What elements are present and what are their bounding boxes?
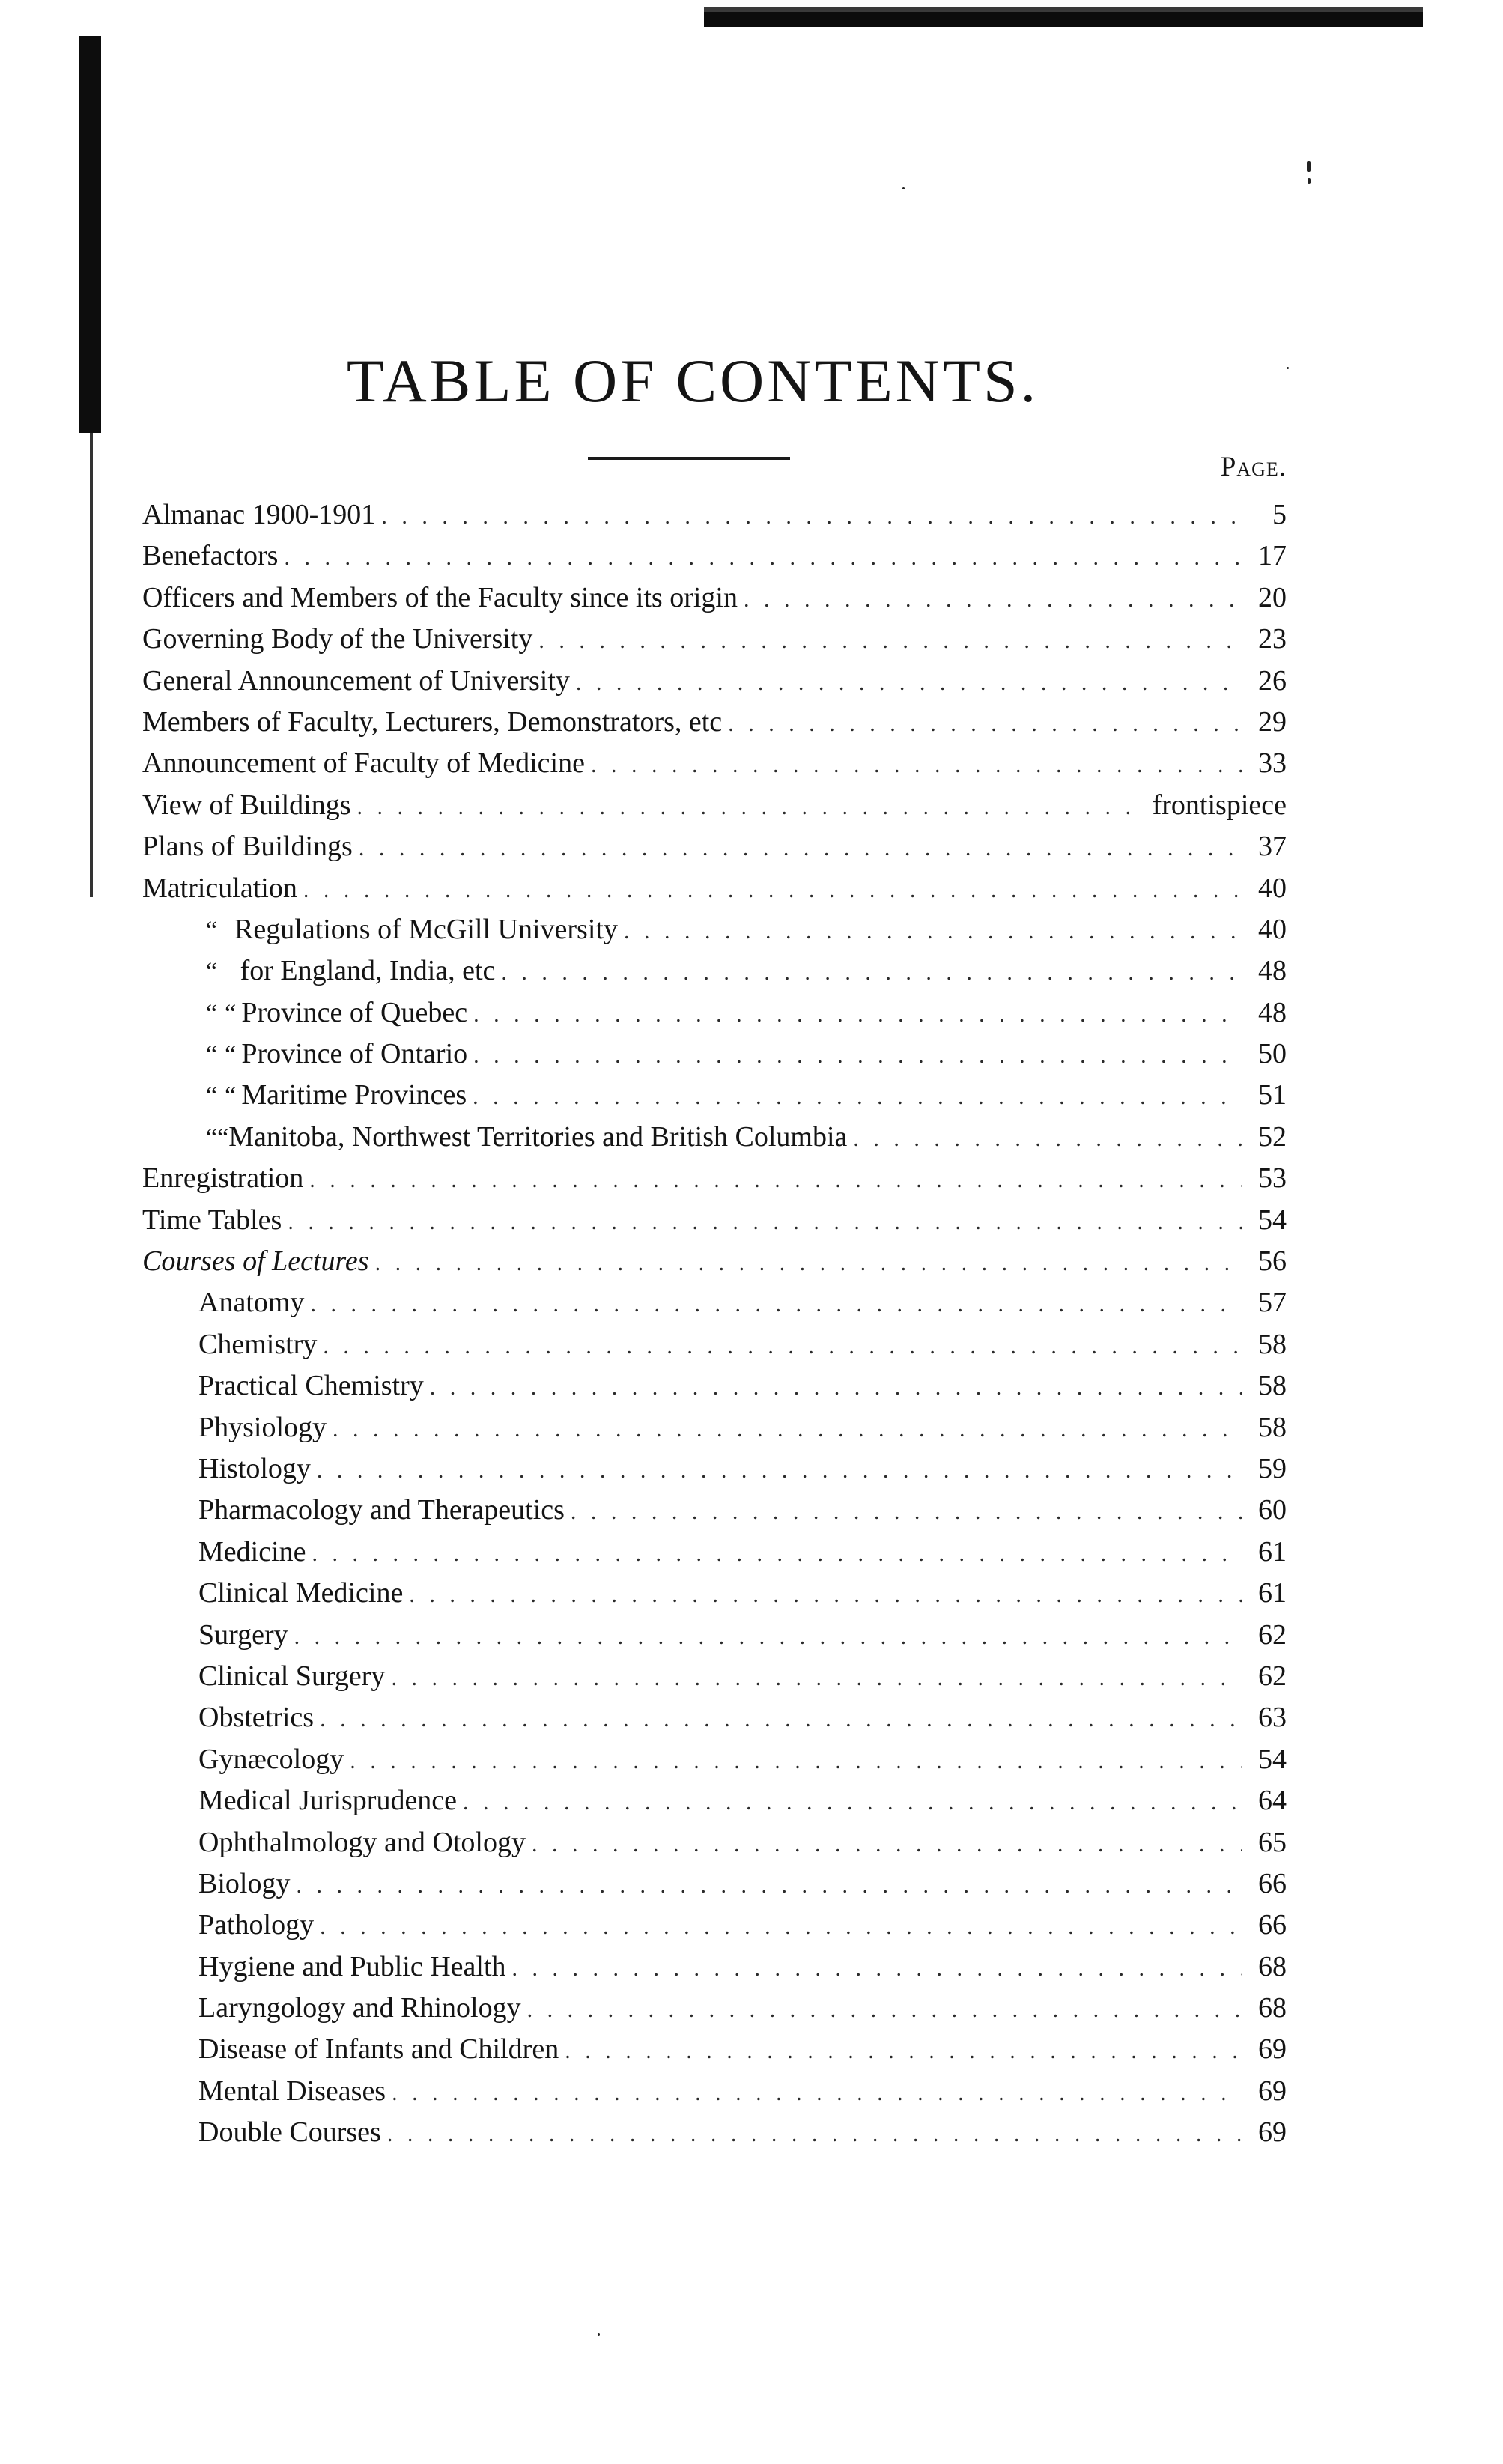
scan-border-left-thin xyxy=(90,433,93,897)
toc-entry-label: Almanac 1900-1901 xyxy=(142,499,376,530)
toc-entry xyxy=(142,1282,1287,1323)
scan-border-top xyxy=(704,7,1423,27)
toc-entry-page: 60 xyxy=(1258,1494,1287,1526)
dot-leader xyxy=(576,662,1242,703)
toc-entry-label: Biology xyxy=(198,1867,291,1899)
toc-entry xyxy=(142,1573,1287,1614)
toc-entry xyxy=(142,1158,1287,1199)
toc-entry-label: Plans of Buildings xyxy=(142,831,353,863)
toc-entry-page: 29 xyxy=(1258,705,1287,738)
toc-entry xyxy=(142,1200,1287,1241)
dot-leader xyxy=(853,1118,1242,1159)
dot-leader xyxy=(463,1782,1242,1823)
toc-entry-page: 65 xyxy=(1258,1826,1287,1858)
toc-entry-label: Obstetrics xyxy=(198,1702,315,1734)
toc-entry-label: Medical Jurisprudence xyxy=(198,1785,458,1817)
ditto-mark: “ xyxy=(206,1082,218,1111)
dot-leader xyxy=(565,2030,1242,2072)
toc-entry-label: Province of Quebec xyxy=(241,996,468,1028)
dot-leader xyxy=(473,1076,1242,1117)
page-column-heading: Page. xyxy=(1220,452,1287,482)
toc-entry-page: 26 xyxy=(1258,664,1287,697)
toc-entry xyxy=(142,577,1287,619)
toc-entry xyxy=(142,1490,1287,1531)
toc-entry-label: Pathology xyxy=(198,1909,315,1941)
toc-entry xyxy=(142,1448,1287,1490)
toc-entry-label: Pharmacology and Therapeutics xyxy=(198,1494,565,1526)
toc-entry xyxy=(142,2029,1287,2070)
toc-entry-page: 20 xyxy=(1258,581,1287,613)
toc-entry xyxy=(142,1697,1287,1738)
toc-entry-page: 57 xyxy=(1258,1287,1287,1319)
toc-entry-label: Clinical Medicine xyxy=(198,1577,404,1609)
toc-entry-label: Time Tables xyxy=(142,1204,282,1236)
toc-entry-label: Officers and Members of the Faculty since its origin xyxy=(142,581,738,613)
ditto-mark: “ xyxy=(206,1041,218,1069)
toc-entry-page: 58 xyxy=(1258,1370,1287,1402)
dot-leader xyxy=(312,1533,1242,1574)
dot-leader xyxy=(591,744,1242,786)
toc-entry-page: 61 xyxy=(1258,1577,1287,1609)
toc-entry-label: Announcement of Faculty of Medicine xyxy=(142,747,585,780)
toc-entry-page: 48 xyxy=(1258,955,1287,987)
dot-leader xyxy=(303,870,1242,911)
toc-entry-label: Mental Diseases xyxy=(198,2075,386,2107)
dot-leader xyxy=(381,496,1242,537)
ditto-mark: “ xyxy=(225,1041,237,1069)
dot-leader xyxy=(624,911,1242,952)
dot-leader xyxy=(357,786,1147,828)
dot-leader xyxy=(310,1284,1242,1325)
toc-entry-page: frontispiece xyxy=(1152,789,1287,821)
toc-entry xyxy=(142,1407,1287,1448)
scan-speck xyxy=(902,187,905,189)
dot-leader xyxy=(284,537,1242,578)
toc-entry-label: Gynæcology xyxy=(198,1743,344,1775)
dot-leader xyxy=(333,1409,1242,1450)
dot-leader xyxy=(571,1491,1242,1532)
toc-entry xyxy=(142,2112,1287,2153)
toc-entry-page: 53 xyxy=(1258,1162,1287,1195)
dot-leader xyxy=(387,2113,1242,2155)
dot-leader xyxy=(527,1989,1242,2030)
scan-speck xyxy=(1308,178,1311,184)
toc-entry xyxy=(142,868,1287,909)
dot-leader xyxy=(296,1865,1242,1906)
toc-entry-page: 66 xyxy=(1258,1867,1287,1899)
toc-entry-label: Laryngology and Rhinology xyxy=(198,1992,521,2024)
toc-entry-page: 59 xyxy=(1258,1452,1287,1484)
toc-entry-label: View of Buildings xyxy=(142,789,351,821)
toc-entry-label: for England, India, etc xyxy=(240,955,496,987)
ditto-mark: “ xyxy=(206,999,218,1028)
toc-entry-page: 40 xyxy=(1258,872,1287,904)
toc-entry-label: Double Courses xyxy=(198,2116,381,2149)
toc-entry xyxy=(142,1365,1287,1407)
toc-entry-page: 62 xyxy=(1258,1618,1287,1651)
toc-entry-page: 69 xyxy=(1258,2033,1287,2066)
toc-entry xyxy=(142,826,1287,867)
toc-entry xyxy=(142,743,1287,784)
toc-entry-label: Histology xyxy=(198,1452,311,1484)
dot-leader xyxy=(728,703,1242,744)
toc-entry-page: 50 xyxy=(1258,1038,1287,1070)
toc-entry-label: Clinical Surgery xyxy=(198,1660,386,1692)
ditto-mark: “ xyxy=(225,999,237,1028)
toc-entry xyxy=(142,1822,1287,1863)
toc-entry-page: 62 xyxy=(1258,1660,1287,1692)
dot-leader xyxy=(430,1367,1242,1408)
toc-entry-label: Physiology xyxy=(198,1411,327,1443)
dot-leader xyxy=(473,1035,1242,1076)
toc-entry xyxy=(142,1905,1287,1946)
dot-leader xyxy=(288,1201,1242,1242)
toc-entry-label: Practical Chemistry xyxy=(198,1370,424,1402)
toc-entry-page: 17 xyxy=(1258,540,1287,572)
toc-entry-page: 63 xyxy=(1258,1702,1287,1734)
toc-entry xyxy=(142,909,1287,950)
toc-entry-label: Matriculation xyxy=(142,872,297,904)
dot-leader xyxy=(538,620,1242,661)
toc-entry-page: 61 xyxy=(1258,1535,1287,1568)
toc-entry-label: Benefactors xyxy=(142,540,279,572)
dot-leader xyxy=(323,1326,1242,1367)
toc-entry xyxy=(142,535,1287,577)
toc-entry-page: 23 xyxy=(1258,623,1287,655)
toc-entry xyxy=(142,785,1287,826)
toc-entry xyxy=(142,1117,1287,1158)
scan-speck xyxy=(1307,161,1311,172)
ditto-mark: “ xyxy=(206,1123,218,1152)
toc-entry-label: Governing Body of the University xyxy=(142,623,533,655)
toc-entry-label: Hygiene and Public Health xyxy=(198,1950,506,1982)
toc-entry-label: Courses of Lectures xyxy=(142,1245,369,1278)
ditto-mark: “ xyxy=(206,958,218,986)
toc-entry-label: Chemistry xyxy=(198,1328,318,1360)
toc-entry xyxy=(142,1075,1287,1116)
toc-entry-page: 66 xyxy=(1258,1909,1287,1941)
toc-entry-page: 51 xyxy=(1258,1079,1287,1111)
dot-leader xyxy=(320,1906,1242,1947)
toc-entry-page: 69 xyxy=(1258,2116,1287,2149)
toc-entry xyxy=(142,1615,1287,1656)
toc-entry-label: Enregistration xyxy=(142,1162,304,1195)
toc-entry xyxy=(142,992,1287,1034)
toc-entry-page: 5 xyxy=(1272,499,1287,530)
dot-leader xyxy=(294,1616,1242,1657)
ditto-mark: “ xyxy=(225,1082,237,1111)
page-title: TABLE OF CONTENTS. xyxy=(346,347,1039,415)
toc-entry xyxy=(142,1034,1287,1075)
dot-leader xyxy=(512,1948,1242,1989)
toc-entry-page: 69 xyxy=(1258,2075,1287,2107)
toc-entry-label: Maritime Provinces xyxy=(241,1079,467,1111)
ditto-mark: “ xyxy=(206,916,218,944)
title-rule xyxy=(588,457,790,460)
toc-entry xyxy=(142,1988,1287,2029)
dot-leader xyxy=(317,1450,1242,1491)
scan-speck xyxy=(598,2333,600,2336)
toc-entry-page: 37 xyxy=(1258,831,1287,863)
toc-entry-label: Province of Ontario xyxy=(241,1038,468,1070)
dot-leader xyxy=(473,994,1242,1035)
table-of-contents xyxy=(142,494,1287,2154)
dot-leader xyxy=(501,952,1242,993)
toc-entry xyxy=(142,1780,1287,1821)
toc-entry xyxy=(142,1241,1287,1282)
toc-entry-label: Regulations of McGill University xyxy=(234,913,618,945)
dot-leader xyxy=(532,1824,1242,1865)
dot-leader xyxy=(350,1741,1242,1782)
toc-entry-page: 40 xyxy=(1258,913,1287,945)
toc-entry-label: Surgery xyxy=(198,1618,288,1651)
toc-entry xyxy=(142,1324,1287,1365)
toc-entry-label: Medicine xyxy=(198,1535,306,1568)
dot-leader xyxy=(391,1657,1242,1699)
dot-leader xyxy=(744,579,1242,620)
toc-entry-page: 33 xyxy=(1258,747,1287,780)
toc-entry-label: Ophthalmology and Otology xyxy=(198,1826,526,1858)
toc-entry xyxy=(142,950,1287,992)
toc-entry-label: Members of Faculty, Lecturers, Demonstrators, etc xyxy=(142,705,723,738)
toc-entry-label: Manitoba, Northwest Territories and British Columbia xyxy=(228,1120,848,1153)
toc-entry xyxy=(142,2071,1287,2112)
dot-leader xyxy=(409,1574,1242,1615)
toc-entry-page: 56 xyxy=(1258,1245,1287,1278)
toc-entry-page: 64 xyxy=(1258,1785,1287,1817)
toc-entry xyxy=(142,619,1287,660)
dot-leader xyxy=(359,828,1242,869)
toc-entry-page: 58 xyxy=(1258,1328,1287,1360)
toc-entry-label: Anatomy xyxy=(198,1287,305,1319)
toc-entry-page: 58 xyxy=(1258,1411,1287,1443)
toc-entry xyxy=(142,1739,1287,1780)
dot-leader xyxy=(309,1159,1242,1201)
toc-entry-page: 54 xyxy=(1258,1204,1287,1236)
ditto-mark: “ xyxy=(217,1123,229,1152)
toc-entry xyxy=(142,702,1287,743)
toc-entry-label: General Announcement of University xyxy=(142,664,570,697)
toc-entry-page: 52 xyxy=(1258,1120,1287,1153)
toc-entry xyxy=(142,1532,1287,1573)
toc-entry-page: 54 xyxy=(1258,1743,1287,1775)
toc-entry-label: Disease of Infants and Children xyxy=(198,2033,559,2066)
dot-leader xyxy=(375,1242,1242,1284)
toc-entry-page: 68 xyxy=(1258,1950,1287,1982)
toc-entry xyxy=(142,1656,1287,1697)
toc-entry xyxy=(142,1946,1287,1988)
toc-entry xyxy=(142,1863,1287,1905)
dot-leader xyxy=(392,2072,1242,2113)
toc-entry xyxy=(142,661,1287,702)
toc-entry-page: 68 xyxy=(1258,1992,1287,2024)
toc-entry-page: 48 xyxy=(1258,996,1287,1028)
toc-entry xyxy=(142,494,1287,535)
dot-leader xyxy=(320,1699,1242,1740)
